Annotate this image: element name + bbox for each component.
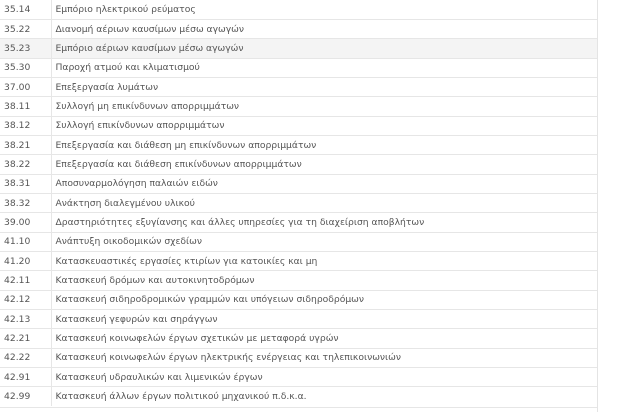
description-cell: Κατασκευή άλλων έργων πολιτικού μηχανικού π.δ.κ.α.: [51, 387, 597, 406]
description-cell: Επεξεργασία λυμάτων: [51, 77, 597, 96]
table-row: [0, 251, 597, 270]
description-cell: Αποσυναρμολόγηση παλαιών ειδών: [51, 174, 597, 193]
table-row: [0, 310, 597, 329]
description-cell: Δραστηριότητες εξυγίανσης και άλλες υπηρεσίες για τη διαχείριση αποβλήτων: [51, 213, 597, 232]
description-cell: Συλλογή επικίνδυνων απορριμμάτων: [51, 116, 597, 135]
table-row: [0, 368, 597, 387]
description-cell: Κατασκευή κοινωφελών έργων ηλεκτρικής ενέργειας και τηλεπικοινωνιών: [51, 348, 597, 367]
code-cell: 42.21: [0, 329, 51, 348]
table-row: [0, 19, 597, 38]
table-row: [0, 155, 597, 174]
description-cell: Διανομή αέριων καυσίμων μέσω αγωγών: [51, 19, 597, 38]
table-row: [0, 348, 597, 367]
code-cell: 35.14: [0, 0, 51, 19]
code-cell: 38.22: [0, 155, 51, 174]
table-row: [0, 329, 597, 348]
description-cell: Εμπόριο ηλεκτρικού ρεύματος: [55, 3, 196, 15]
code-cell: 38.32: [0, 193, 51, 212]
description-cell: Κατασκευή γεφυρών και σηράγγων: [51, 310, 597, 329]
code-cell: 37.00: [0, 77, 51, 96]
table-row: [0, 39, 597, 58]
code-cell: 41.20: [0, 251, 51, 270]
table-row: [0, 232, 597, 251]
table-row: [0, 387, 597, 406]
description-cell: Συλλογή μη επικίνδυνων απορριμμάτων: [51, 97, 597, 116]
code-cell: 35.30: [0, 58, 51, 77]
code-cell: 39.00: [0, 213, 51, 232]
description-cell: Παροχή ατμού και κλιματισμού: [51, 58, 597, 77]
table-row: [0, 77, 597, 96]
code-cell: 42.11: [0, 271, 51, 290]
table-row: [0, 290, 597, 309]
code-cell: 42.91: [0, 368, 51, 387]
table-bottom-divider: [0, 407, 597, 408]
code-cell: 42.22: [0, 348, 51, 367]
description-cell: Ανάπτυξη οικοδομικών σχεδίων: [51, 232, 597, 251]
table-row: [0, 58, 597, 77]
code-cell: 38.21: [0, 135, 51, 154]
code-cell: 35.23: [0, 39, 51, 58]
description-cell: Κατασκευή σιδηροδρομικών γραμμών και υπόγειων σιδηροδρόμων: [51, 290, 597, 309]
table-row: [0, 97, 597, 116]
code-cell: 42.13: [0, 310, 51, 329]
table-row: [0, 193, 597, 212]
code-cell: 35.22: [0, 19, 51, 38]
description-cell: Κατασκευή δρόμων και αυτοκινητοδρόμων: [51, 271, 597, 290]
table-row: [0, 135, 597, 154]
table-row: [0, 116, 597, 135]
table-row: [0, 174, 597, 193]
description-cell: Επεξεργασία και διάθεση επικίνδυνων απορριμμάτων: [51, 155, 597, 174]
code-cell: 38.11: [0, 97, 51, 116]
description-cell: Εμπόριο αέριων καυσίμων μέσω αγωγών: [51, 39, 597, 58]
table-row: [0, 0, 597, 19]
code-cell: 42.12: [0, 290, 51, 309]
code-cell: 42.99: [0, 387, 51, 406]
code-cell: 38.12: [0, 116, 51, 135]
code-cell: 41.10: [0, 232, 51, 251]
description-cell: Επεξεργασία και διάθεση μη επικίνδυνων απορριμμάτων: [51, 135, 597, 154]
description-cell: Ανάκτηση διαλεγμένου υλικού: [51, 193, 597, 212]
code-cell: 38.31: [0, 174, 51, 193]
description-cell: Κατασκευαστικές εργασίες κτιρίων για κατοικίες και μη: [51, 251, 597, 270]
table-row: [0, 271, 597, 290]
description-cell: Κατασκευή κοινωφελών έργων σχετικών με μεταφορά υγρών: [51, 329, 597, 348]
table-row: [0, 213, 597, 232]
description-cell: Κατασκευή υδραυλικών και λιμενικών έργων: [51, 368, 597, 387]
